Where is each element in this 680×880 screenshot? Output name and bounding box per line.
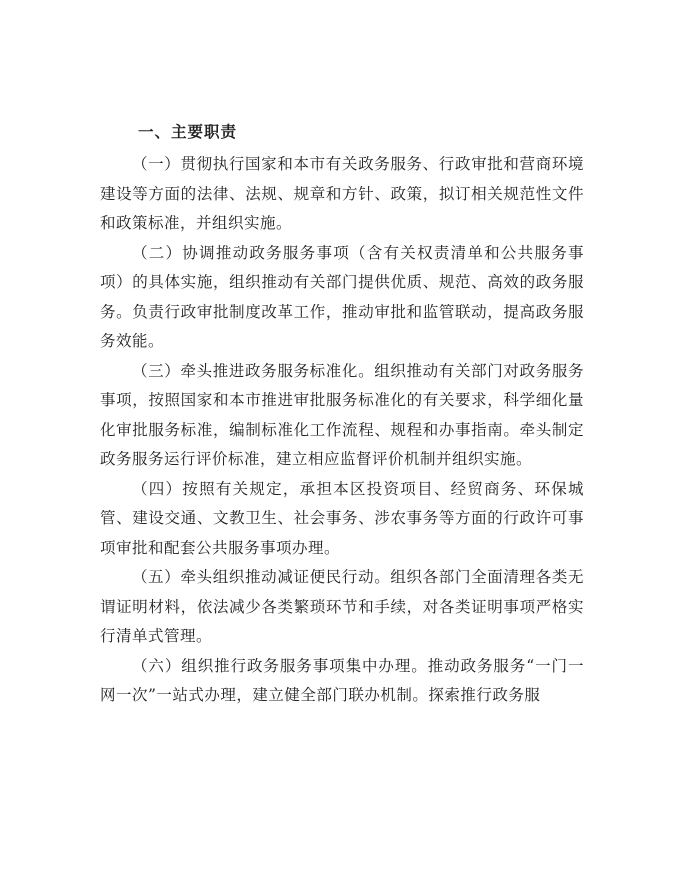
paragraph-5: （五）牵头组织推动减证便民行动。组织各部门全面清理各类无谓证明材料，依法减少各类繁琐环节和手续，对各类证明事项严格实行清单式管理。 <box>100 568 584 645</box>
paragraph-3: （三）牵头推进政务服务标准化。组织推动有关部门对政务服务事项，按照国家和本市推进审批服务标准化的有关要求，科学细化量化审批服务标准，编制标准化工作流程、规程和办事指南。牵头制定政务服务运行评价标准，建立相应监督评价机制并组织实施。 <box>100 361 584 468</box>
section-heading: 一、主要职责 <box>138 122 238 141</box>
document-body <box>100 150 584 711</box>
paragraph-6: （六）组织推行政务服务事项集中办理。推动政务服务“一门一网一次”一站式办理，建立健全部门联办机制。探索推行政务服 <box>100 656 584 704</box>
paragraph-4: （四）按照有关规定，承担本区投资项目、经贸商务、环保城管、建设交通、文教卫生、社会事务、涉农事务等方面的行政许可事项审批和配套公共服务事项办理。 <box>100 479 584 557</box>
paragraph-2: （二）协调推动政务服务事项（含有关权责清单和公共服务事项）的具体实施，组织推动有关部门提供优质、规范、高效的政务服务。负责行政审批制度改革工作，推动审批和监管联动，提高政务服务效能。 <box>100 243 584 350</box>
paragraph-1: （一）贯彻执行国家和本市有关政务服务、行政审批和营商环境建设等方面的法律、法规、规章和方针、政策，拟订相关规范性文件和政策标准，并组织实施。 <box>100 155 584 232</box>
